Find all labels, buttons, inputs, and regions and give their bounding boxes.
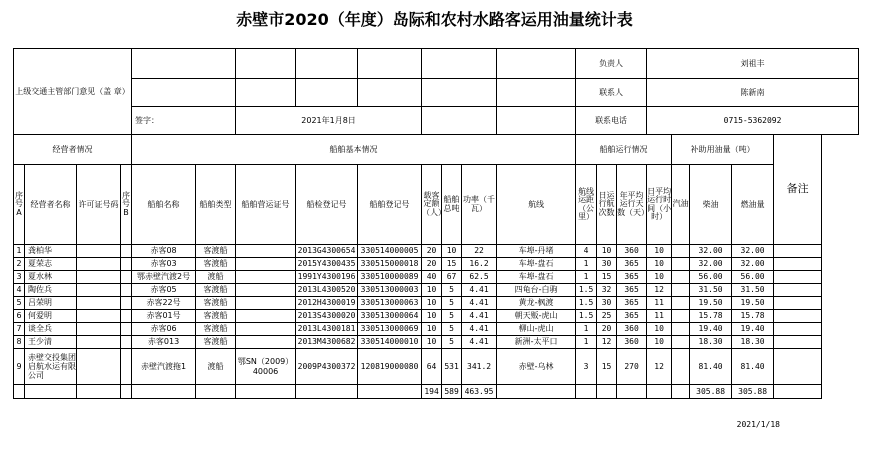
- total-fuel: 305.88: [732, 385, 774, 399]
- col-route-km: 航线运距（公里）: [576, 165, 597, 245]
- cell-license: [77, 245, 121, 258]
- col-ship-type: 船舶类型: [196, 165, 236, 245]
- cell-trips: 10: [597, 245, 617, 258]
- cell-seq: 2: [14, 258, 25, 271]
- cell-gas: [672, 310, 690, 323]
- section-remarks: 备注: [774, 135, 822, 245]
- cell-trips: 20: [597, 323, 617, 336]
- cell-operator: 赤壁交投集团启航水运有限公司: [25, 349, 77, 385]
- cell-km: 1: [576, 258, 597, 271]
- cell-days: 365: [617, 310, 647, 323]
- cell-trips: 15: [597, 349, 617, 385]
- cell-seats: 20: [422, 258, 442, 271]
- col-power: 功率（千瓦）: [462, 165, 497, 245]
- cell-type: 客渡船: [196, 284, 236, 297]
- sign-label: 签字：: [132, 107, 236, 135]
- cell-insp: 2013M4300682: [296, 336, 358, 349]
- cell-seq: 7: [14, 323, 25, 336]
- table-row: [14, 297, 859, 310]
- section-operator: 经营者情况: [14, 135, 132, 165]
- cell-route: 柳山-虎山: [497, 323, 576, 336]
- cell-ship: 赤客22号: [132, 297, 196, 310]
- cell-seq: 4: [14, 284, 25, 297]
- cell-hours: 10: [647, 336, 672, 349]
- cell-km: 1.5: [576, 284, 597, 297]
- cell-ship: 赤客01号: [132, 310, 196, 323]
- cell-km: 1: [576, 271, 597, 284]
- cell-trips: 30: [597, 297, 617, 310]
- cell-seats: 10: [422, 323, 442, 336]
- cell-insp: 2013L4300181: [296, 323, 358, 336]
- cell-cert: [236, 310, 296, 323]
- cell-type: 客渡船: [196, 310, 236, 323]
- cell-route: 车埠-丹堵: [497, 245, 576, 258]
- cell-tons: 5: [442, 284, 462, 297]
- cell-operator: 谈全兵: [25, 323, 77, 336]
- cell-power: 4.41: [462, 323, 497, 336]
- cell-insp: 2013G4300654: [296, 245, 358, 258]
- cell-km: 1: [576, 336, 597, 349]
- cell-km: 1: [576, 323, 597, 336]
- cell-route: 车埠-盘石: [497, 258, 576, 271]
- section-operation: 船舶运行情况: [576, 135, 672, 165]
- cell-diesel: 19.50: [690, 297, 732, 310]
- cell-tons: 5: [442, 310, 462, 323]
- total-diesel: 305.88: [690, 385, 732, 399]
- cell-ship: 赤客013: [132, 336, 196, 349]
- cell-days: 365: [617, 284, 647, 297]
- table-row: [14, 245, 859, 258]
- cell-hours: 10: [647, 271, 672, 284]
- cell-tons: 67: [442, 271, 462, 284]
- col-seats: 载客定额（人）: [422, 165, 442, 245]
- cell-insp: 2009P4300372: [296, 349, 358, 385]
- col-diesel: 柴油: [690, 165, 732, 245]
- cell-days: 365: [617, 271, 647, 284]
- cell-seq: 5: [14, 297, 25, 310]
- cell-operator: 王少清: [25, 336, 77, 349]
- cell-km: 4: [576, 245, 597, 258]
- cell-insp: 2013L4300520: [296, 284, 358, 297]
- cell-fuel: 56.00: [732, 271, 774, 284]
- cell-reg: 330514000005: [358, 245, 422, 258]
- cell-operator: 吕荣明: [25, 297, 77, 310]
- cell-tons: 5: [442, 297, 462, 310]
- cell-ship: 赤壁汽渡拖1: [132, 349, 196, 385]
- cell-route: 赤壁-乌林: [497, 349, 576, 385]
- cell-ship: 赤客08: [132, 245, 196, 258]
- col-gasoline: 汽油: [672, 165, 690, 245]
- cell-seats: 10: [422, 336, 442, 349]
- cell-license: [77, 297, 121, 310]
- cell-days: 360: [617, 336, 647, 349]
- col-daily-hours: 日平均运行时间（小时）: [647, 165, 672, 245]
- cell-type: 客渡船: [196, 258, 236, 271]
- cell-seats: 10: [422, 297, 442, 310]
- cell-power: 62.5: [462, 271, 497, 284]
- cell-type: 客渡船: [196, 336, 236, 349]
- fuel-statistics-table: [13, 48, 859, 399]
- cell-type: 客渡船: [196, 323, 236, 336]
- cell-ship: 赤客06: [132, 323, 196, 336]
- cell-reg: 330513000069: [358, 323, 422, 336]
- cell-gas: [672, 336, 690, 349]
- cell-diesel: 32.00: [690, 245, 732, 258]
- section-subsidy: 补助用油量（吨）: [672, 135, 774, 165]
- contact-value-phone: 0715-5362092: [647, 107, 859, 135]
- cell-days: 360: [617, 245, 647, 258]
- col-seq-a: 序号A: [14, 165, 25, 245]
- cell-tons: 15: [442, 258, 462, 271]
- cell-tons: 10: [442, 245, 462, 258]
- cell-ship: 赤客03: [132, 258, 196, 271]
- col-seq-b: 序号B: [121, 165, 132, 245]
- col-ship-name: 船舶名称: [132, 165, 196, 245]
- cell-ship: 鄂赤壁汽渡2号: [132, 271, 196, 284]
- cell-type: 渡船: [196, 271, 236, 284]
- cell-type: 客渡船: [196, 245, 236, 258]
- cell-power: 4.41: [462, 297, 497, 310]
- cell-trips: 30: [597, 258, 617, 271]
- table-row: [14, 258, 859, 271]
- cell-seq: 9: [14, 349, 25, 385]
- table-row: [14, 284, 859, 297]
- cell-gas: [672, 349, 690, 385]
- cell-hours: 10: [647, 323, 672, 336]
- cell-reg: 120819000080: [358, 349, 422, 385]
- table-row: [14, 323, 859, 336]
- cell-seq: 1: [14, 245, 25, 258]
- cell-fuel: 18.30: [732, 336, 774, 349]
- total-tons: 589: [442, 385, 462, 399]
- cell-route: 新洲-太平口: [497, 336, 576, 349]
- cell-diesel: 15.78: [690, 310, 732, 323]
- cell-tons: 531: [442, 349, 462, 385]
- cell-power: 22: [462, 245, 497, 258]
- cell-days: 365: [617, 258, 647, 271]
- cell-operator: 龚柏华: [25, 245, 77, 258]
- total-seats: 194: [422, 385, 442, 399]
- cell-operator: 夏水林: [25, 271, 77, 284]
- cell-diesel: 32.00: [690, 258, 732, 271]
- total-power: 463.95: [462, 385, 497, 399]
- contact-value-contact: 陈新南: [647, 79, 859, 107]
- cell-diesel: 81.40: [690, 349, 732, 385]
- cell-fuel: 32.00: [732, 258, 774, 271]
- cell-fuel: 15.78: [732, 310, 774, 323]
- cell-fuel: 81.40: [732, 349, 774, 385]
- cell-reg: 330510000089: [358, 271, 422, 284]
- cell-type: 渡船: [196, 349, 236, 385]
- cell-gas: [672, 245, 690, 258]
- cell-ship: 赤客05: [132, 284, 196, 297]
- cell-power: 341.2: [462, 349, 497, 385]
- cell-seats: 20: [422, 245, 442, 258]
- cell-tons: 5: [442, 336, 462, 349]
- cell-seats: 40: [422, 271, 442, 284]
- totals-row: [14, 385, 859, 399]
- cell-diesel: 19.40: [690, 323, 732, 336]
- col-operator-name: 经营者名称: [25, 165, 77, 245]
- cell-reg: 330515000018: [358, 258, 422, 271]
- cell-power: 16.2: [462, 258, 497, 271]
- cell-fuel: 19.40: [732, 323, 774, 336]
- cell-seq: 8: [14, 336, 25, 349]
- cell-hours: 11: [647, 310, 672, 323]
- table-row: [14, 310, 859, 323]
- cell-diesel: 56.00: [690, 271, 732, 284]
- col-route: 航线: [497, 165, 576, 245]
- cell-reg: 330513000003: [358, 284, 422, 297]
- cell-power: 4.41: [462, 310, 497, 323]
- cell-trips: 15: [597, 271, 617, 284]
- cell-hours: 11: [647, 297, 672, 310]
- cell-gas: [672, 258, 690, 271]
- cell-operator: 陶佐兵: [25, 284, 77, 297]
- cell-license: [77, 336, 121, 349]
- table-row: [14, 336, 859, 349]
- contact-label-phone: 联系电话: [576, 107, 647, 135]
- cell-insp: 2015Y4300435: [296, 258, 358, 271]
- cell-fuel: 19.50: [732, 297, 774, 310]
- cell-cert: [236, 336, 296, 349]
- cell-diesel: 31.50: [690, 284, 732, 297]
- cell-trips: 25: [597, 310, 617, 323]
- col-ship-mgmt-cert: 船舶营运证号: [236, 165, 296, 245]
- cell-insp: 2013S4300020: [296, 310, 358, 323]
- cell-operator: 何爱明: [25, 310, 77, 323]
- cell-seats: 10: [422, 310, 442, 323]
- cell-type: 客渡船: [196, 297, 236, 310]
- cell-license: [77, 310, 121, 323]
- cell-cert: [236, 258, 296, 271]
- contact-label-manager: 负责人: [576, 49, 647, 79]
- section-ship: 船舶基本情况: [132, 135, 576, 165]
- cell-hours: 12: [647, 284, 672, 297]
- cell-km: 1.5: [576, 310, 597, 323]
- col-ship-reg: 船舶登记号: [358, 165, 422, 245]
- col-inspection-reg: 船检登记号: [296, 165, 358, 245]
- cell-reg: 330513000064: [358, 310, 422, 323]
- col-annual-days: 年平均运行天数（天）: [617, 165, 647, 245]
- cell-seq: 3: [14, 271, 25, 284]
- cell-trips: 12: [597, 336, 617, 349]
- table-row: [14, 349, 859, 385]
- cell-km: 3: [576, 349, 597, 385]
- cell-days: 365: [617, 297, 647, 310]
- cell-power: 4.41: [462, 284, 497, 297]
- cell-insp: 2012H4300019: [296, 297, 358, 310]
- cell-reg: 330514000010: [358, 336, 422, 349]
- cell-route: 车埠-盘石: [497, 271, 576, 284]
- cell-route: 朝天贩-虎山: [497, 310, 576, 323]
- cell-license: [77, 349, 121, 385]
- cell-route: 四龟台-白驹: [497, 284, 576, 297]
- cell-fuel: 31.50: [732, 284, 774, 297]
- cell-days: 360: [617, 323, 647, 336]
- cell-tons: 5: [442, 323, 462, 336]
- col-gross-tonnage: 船舶总吨: [442, 165, 462, 245]
- table-row: [14, 271, 859, 284]
- cell-hours: 10: [647, 245, 672, 258]
- cell-power: 4.41: [462, 336, 497, 349]
- cell-gas: [672, 284, 690, 297]
- cell-gas: [672, 323, 690, 336]
- cell-days: 270: [617, 349, 647, 385]
- cell-diesel: 18.30: [690, 336, 732, 349]
- cell-fuel: 32.00: [732, 245, 774, 258]
- cell-operator: 夏荣志: [25, 258, 77, 271]
- cell-route: 黄龙-枫渡: [497, 297, 576, 310]
- cell-license: [77, 258, 121, 271]
- cell-seq: 6: [14, 310, 25, 323]
- cell-hours: 12: [647, 349, 672, 385]
- cell-seats: 10: [422, 284, 442, 297]
- cell-license: [77, 284, 121, 297]
- cell-cert: [236, 284, 296, 297]
- sign-date: 2021年1月8日: [236, 107, 422, 135]
- cell-cert: 鄂SN（2009）40006: [236, 349, 296, 385]
- cell-km: 1.5: [576, 297, 597, 310]
- cell-cert: [236, 297, 296, 310]
- col-fuel-oil: 燃油量: [732, 165, 774, 245]
- cell-license: [77, 323, 121, 336]
- footer-date: 2021/1/18: [736, 420, 780, 429]
- approval-label: 上级交通主管部门意见（盖 章）: [14, 49, 132, 135]
- cell-cert: [236, 245, 296, 258]
- page-title: 赤壁市2020（年度）岛际和农村水路客运用油量统计表: [236, 10, 633, 29]
- cell-seats: 64: [422, 349, 442, 385]
- cell-gas: [672, 271, 690, 284]
- cell-gas: [672, 297, 690, 310]
- cell-hours: 10: [647, 258, 672, 271]
- cell-cert: [236, 271, 296, 284]
- cell-insp: 1991Y4300196: [296, 271, 358, 284]
- contact-label-contact: 联系人: [576, 79, 647, 107]
- cell-cert: [236, 323, 296, 336]
- cell-trips: 32: [597, 284, 617, 297]
- contact-value-manager: 刘祖丰: [647, 49, 859, 79]
- col-daily-trips: 日运行航次数: [597, 165, 617, 245]
- cell-reg: 330513000063: [358, 297, 422, 310]
- cell-license: [77, 271, 121, 284]
- col-license-no: 许可证号码: [77, 165, 121, 245]
